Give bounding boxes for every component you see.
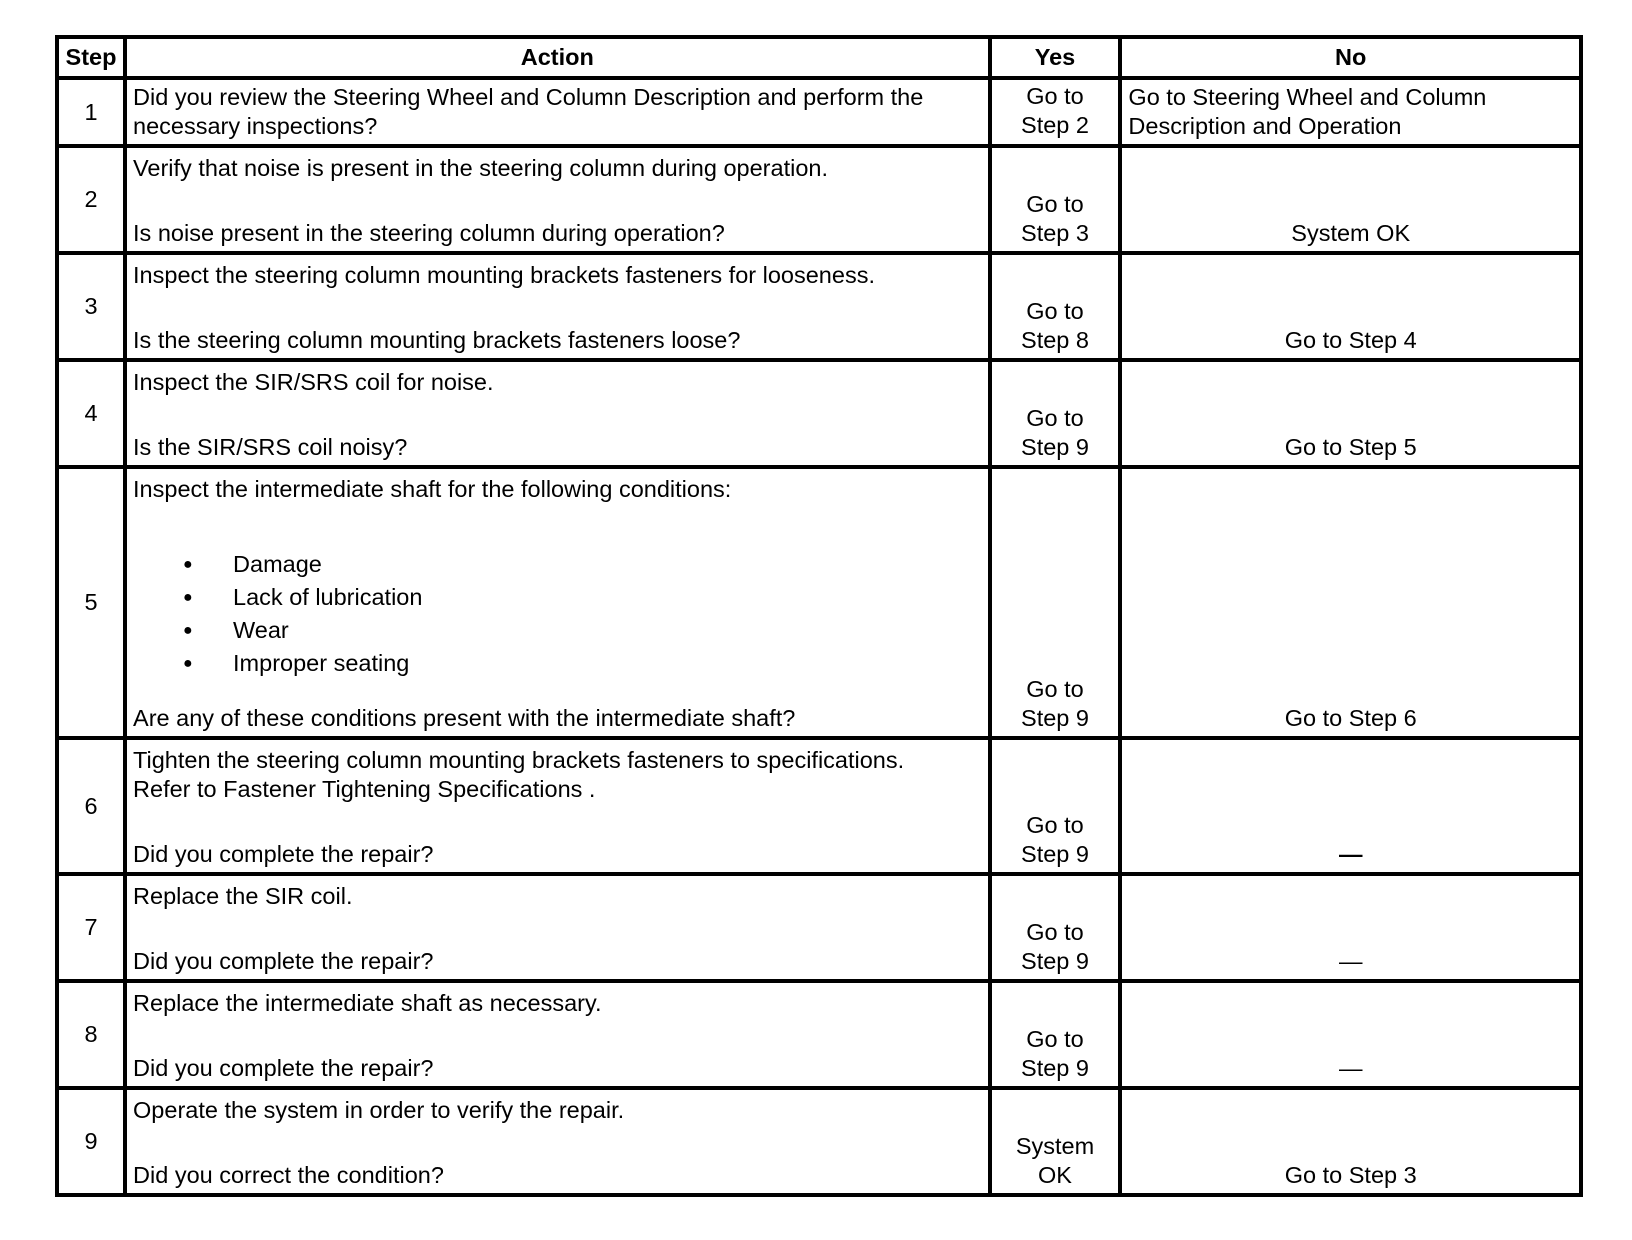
- no-cell: Go to Step 3: [1120, 1088, 1581, 1195]
- header-step: Step: [57, 37, 125, 78]
- action-cell: [125, 467, 990, 738]
- action-cell: [125, 253, 990, 360]
- action-text: Did you review the Steering Wheel and Column Description and perform the necessary inspections?: [133, 84, 924, 139]
- action-question: Did you complete the repair?: [133, 841, 434, 867]
- action-question: Is the steering column mounting brackets fasteners loose?: [133, 327, 741, 353]
- yes-cell: [990, 467, 1121, 738]
- table-row: [57, 874, 1581, 981]
- yes-line-2: Step 9: [1021, 948, 1089, 974]
- yes-cell: [990, 981, 1121, 1088]
- header-action: Action: [125, 37, 990, 78]
- list-item: ● Lack of lubrication: [175, 581, 982, 614]
- header-no: No: [1120, 37, 1581, 78]
- step-number: 8: [57, 981, 125, 1088]
- conditions-list: [133, 548, 982, 680]
- yes-line-2: Step 2: [1021, 111, 1089, 138]
- table-row: [57, 467, 1581, 738]
- action-cell: [125, 874, 990, 981]
- table-row: [57, 981, 1581, 1088]
- no-cell: Go to Step 5: [1120, 360, 1581, 467]
- action-instruction: Replace the SIR coil.: [133, 883, 353, 909]
- action-question: Did you correct the condition?: [133, 1162, 444, 1188]
- no-cell: System OK: [1120, 146, 1581, 253]
- step-number: 6: [57, 738, 125, 874]
- no-cell: Go to Step 4: [1120, 253, 1581, 360]
- action-instruction: Tighten the steering column mounting brackets fasteners to specifications. Refer to Fastener Tightening Specifications .: [133, 747, 905, 802]
- step-number: 9: [57, 1088, 125, 1195]
- yes-line-1: Go to: [1026, 1026, 1084, 1052]
- yes-line-2: Step 9: [1021, 705, 1089, 731]
- action-question: Did you complete the repair?: [133, 1055, 434, 1081]
- yes-line-2: Step 3: [1021, 220, 1089, 246]
- table-row: [57, 78, 1581, 146]
- yes-line-1: Go to: [1026, 812, 1084, 838]
- no-cell: —: [1120, 738, 1581, 874]
- yes-line-1: System: [1015, 1133, 1095, 1159]
- action-cell: [125, 1088, 990, 1195]
- yes-line-2: Step 9: [1021, 1055, 1089, 1081]
- yes-line-1: Go to: [1026, 298, 1084, 324]
- yes-cell: [990, 1088, 1121, 1195]
- action-question: Did you complete the repair?: [133, 948, 434, 974]
- action-instruction: Inspect the intermediate shaft for the following conditions:: [133, 476, 732, 502]
- action-instruction: Inspect the steering column mounting brackets fasteners for looseness.: [133, 262, 875, 288]
- action-question: Are any of these conditions present with the intermediate shaft?: [133, 705, 796, 731]
- table-row: [57, 360, 1581, 467]
- yes-cell: [990, 874, 1121, 981]
- yes-line-2: Step 9: [1021, 434, 1089, 460]
- action-cell: [125, 78, 990, 146]
- no-cell: Go to Step 6: [1120, 467, 1581, 738]
- action-cell: [125, 360, 990, 467]
- action-cell: [125, 981, 990, 1088]
- yes-line-2: Step 9: [1021, 841, 1089, 867]
- table-row: [57, 146, 1581, 253]
- yes-cell: [990, 146, 1121, 253]
- step-number: 2: [57, 146, 125, 253]
- list-item: ● Improper seating: [175, 647, 982, 680]
- no-cell: —: [1120, 874, 1581, 981]
- action-cell: [125, 146, 990, 253]
- list-item: ● Damage: [175, 548, 982, 581]
- table-row: [57, 738, 1581, 874]
- yes-cell: [990, 738, 1121, 874]
- yes-line-1: Go to: [1026, 191, 1084, 217]
- header-yes: Yes: [990, 37, 1121, 78]
- step-number: 5: [57, 467, 125, 738]
- action-instruction: Replace the intermediate shaft as necessary.: [133, 990, 602, 1016]
- yes-cell: [990, 78, 1121, 146]
- action-instruction: Inspect the SIR/SRS coil for noise.: [133, 369, 494, 395]
- step-number: 4: [57, 360, 125, 467]
- yes-line-2: Step 8: [1021, 327, 1089, 353]
- yes-line-1: Go to: [1026, 405, 1084, 431]
- action-question: Is noise present in the steering column during operation?: [133, 220, 725, 246]
- yes-line-1: Go to: [1026, 82, 1084, 109]
- yes-cell: [990, 253, 1121, 360]
- table-row: [57, 1088, 1581, 1195]
- action-instruction: Verify that noise is present in the steering column during operation.: [133, 155, 828, 181]
- yes-cell: [990, 360, 1121, 467]
- yes-line-1: Go to: [1026, 919, 1084, 945]
- step-number: 3: [57, 253, 125, 360]
- diagnostic-table: [55, 35, 1583, 1197]
- yes-line-1: Go to: [1026, 676, 1084, 702]
- no-cell: —: [1120, 981, 1581, 1088]
- step-number: 1: [57, 78, 125, 146]
- table-row: [57, 253, 1581, 360]
- action-cell: [125, 738, 990, 874]
- action-question: Is the SIR/SRS coil noisy?: [133, 434, 408, 460]
- list-item: ● Wear: [175, 614, 982, 647]
- header-row: [57, 37, 1581, 78]
- step-number: 7: [57, 874, 125, 981]
- action-instruction: Operate the system in order to verify the repair.: [133, 1097, 625, 1123]
- yes-line-2: OK: [1038, 1162, 1072, 1188]
- no-cell: Go to Steering Wheel and Column Description and Operation: [1120, 78, 1581, 146]
